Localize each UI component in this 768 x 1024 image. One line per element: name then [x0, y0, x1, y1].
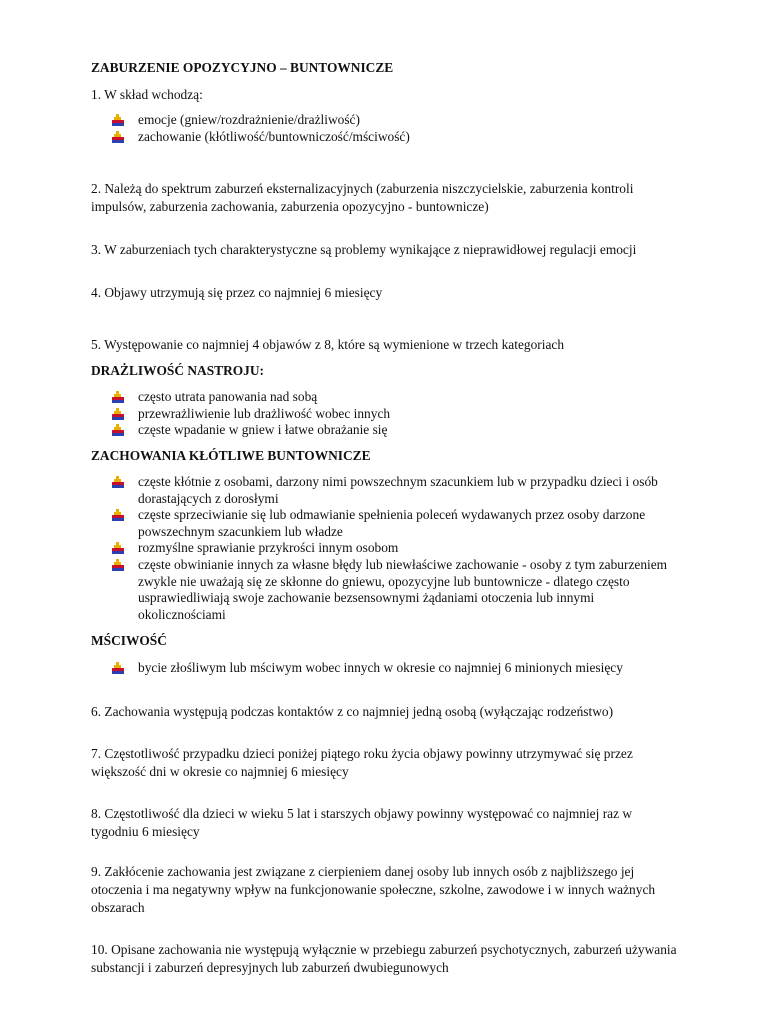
list-vindictive: [112, 660, 682, 677]
bullet-icon: [112, 476, 124, 488]
list-item: częste sprzeciwianie się lub odmawianie spełnienia poleceń wydawanych przez osoby darzone powszechnym szacunkiem lub władze: [112, 507, 682, 540]
bullet-icon: [112, 559, 124, 571]
paragraph-1: 1. W skład wchodzą:: [91, 87, 203, 102]
list-item: zachowanie (kłótliwość/buntowniczość/mściwość): [112, 129, 682, 146]
list-item: rozmyślne sprawianie przykrości innym osobom: [112, 540, 682, 557]
bullet-icon: [112, 131, 124, 143]
list-item: przewrażliwienie lub drażliwość wobec innych: [112, 406, 682, 423]
list-item: bycie złośliwym lub mściwym wobec innych w okresie co najmniej 6 minionych miesięcy: [112, 660, 682, 677]
list-argumentative: [112, 474, 682, 623]
paragraph-5: 5. Występowanie co najmniej 4 objawów z 8, które są wymienione w trzech kategoriach: [91, 337, 565, 352]
heading-argumentative: ZACHOWANIA KŁÓTLIWE BUNTOWNICZE: [91, 448, 371, 463]
paragraph-9: 9. Zakłócenie zachowania jest związane z cierpieniem danej osoby lub innych osób z najbliższego jej otoczenia i ma negatywny wpływ na funkcjonowanie społeczne, szkolne, zawodowe i w innych ważnych obszarach: [91, 864, 656, 915]
list-irritability: [112, 389, 682, 439]
paragraph-2: 2. Należą do spektrum zaburzeń eksternalizacyjnych (zaburzenia niszczycielskie, zaburzenia kontroli impulsów, zaburzenia zachowania, zaburzenia opozycyjno - buntownicze): [91, 181, 634, 214]
heading-vindictive: MŚCIWOŚĆ: [91, 633, 167, 648]
paragraph-6: 6. Zachowania występują podczas kontaktów z co najmniej jedną osobą (wyłączając rodzeństwo): [91, 704, 614, 719]
list-components: [112, 112, 682, 145]
heading-irritability: DRAŻLIWOŚĆ NASTROJU:: [91, 363, 264, 378]
bullet-icon: [112, 662, 124, 674]
document-title: ZABURZENIE OPOZYCYJNO – BUNTOWNICZE: [91, 60, 394, 75]
bullet-icon: [112, 391, 124, 403]
list-item: częste obwinianie innych za własne błędy lub niewłaściwe zachowanie - osoby z tym zaburzeniem zwykle nie uważają się ze skłonne do gniewu, opozycyjne lub buntownicze - dlatego często usprawiedliwiają swoje zachowanie bezsensownymi żądaniami otoczenia lub innymi okolicznościami: [112, 557, 682, 623]
list-item: częste kłótnie z osobami, darzony nimi powszechnym szacunkiem lub w przypadku dzieci i osób dorastających z dorosłymi: [112, 474, 682, 507]
bullet-icon: [112, 114, 124, 126]
bullet-icon: [112, 509, 124, 521]
list-item: emocje (gniew/rozdrażnienie/drażliwość): [112, 112, 682, 129]
paragraph-8: 8. Częstotliwość dla dzieci w wieku 5 lat i starszych objawy powinny występować co najmniej raz w tygodniu 6 miesięcy: [91, 806, 633, 839]
list-item: często utrata panowania nad sobą: [112, 389, 682, 406]
paragraph-7: 7. Częstotliwość przypadku dzieci poniżej piątego roku życia objawy powinny utrzymywać się przez większość dni w okresie co najmniej 6 miesięcy: [91, 746, 633, 779]
paragraph-3: 3. W zaburzeniach tych charakterystyczne są problemy wynikające z nieprawidłowej regulacji emocji: [91, 242, 637, 257]
bullet-icon: [112, 408, 124, 420]
list-item: częste wpadanie w gniew i łatwe obrażanie się: [112, 422, 682, 439]
bullet-icon: [112, 542, 124, 554]
paragraph-10: 10. Opisane zachowania nie występują wyłącznie w przebiegu zaburzeń psychotycznych, zaburzeń używania substancji i zaburzeń depresyjnych lub zaburzeń dwubiegunowych: [91, 942, 677, 975]
bullet-icon: [112, 424, 124, 436]
paragraph-4: 4. Objawy utrzymują się przez co najmniej 6 miesięcy: [91, 285, 383, 300]
